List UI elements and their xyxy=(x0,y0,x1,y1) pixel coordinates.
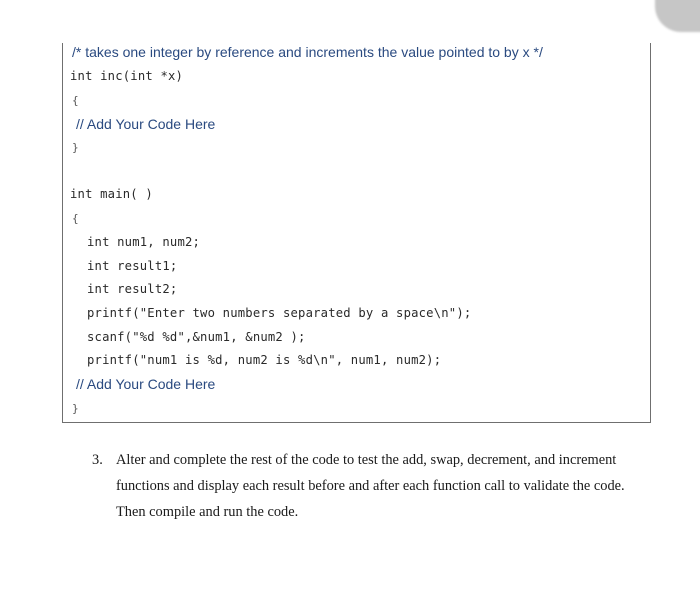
code-brace-open-main: { xyxy=(72,212,79,225)
code-declare-nums: int num1, num2; xyxy=(87,235,201,249)
code-scanf: scanf("%d %d",&num1, &num2 ); xyxy=(87,330,306,344)
code-comment-header: /* takes one integer by reference and increments the value pointed to by x */ xyxy=(72,44,543,60)
code-brace-open-inc: { xyxy=(72,94,79,107)
code-brace-close-main: } xyxy=(72,402,79,415)
code-declare-result1: int result1; xyxy=(87,259,178,273)
instruction-text: Alter and complete the rest of the code to test the add, swap, decrement, and increment functions and display each result before and after each function call to validate the code. Then compile and run the code. xyxy=(116,452,625,520)
code-block xyxy=(62,43,651,423)
instruction-item xyxy=(92,447,652,525)
code-printf-echo: printf("num1 is %d, num2 is %d\n", num1, num2); xyxy=(87,353,442,367)
code-inc-signature: int inc(int *x) xyxy=(70,69,184,83)
instruction-number: 3. xyxy=(92,452,103,468)
code-main-signature: int main( ) xyxy=(70,187,153,201)
code-add-your-code-comment: // Add Your Code Here xyxy=(76,116,216,132)
code-add-your-code-comment-main: // Add Your Code Here xyxy=(76,376,216,392)
code-brace-close-inc: } xyxy=(72,141,79,154)
code-printf-prompt: printf("Enter two numbers separated by a space\n"); xyxy=(87,306,472,320)
code-declare-result2: int result2; xyxy=(87,282,178,296)
page-corner-shadow xyxy=(655,0,700,32)
